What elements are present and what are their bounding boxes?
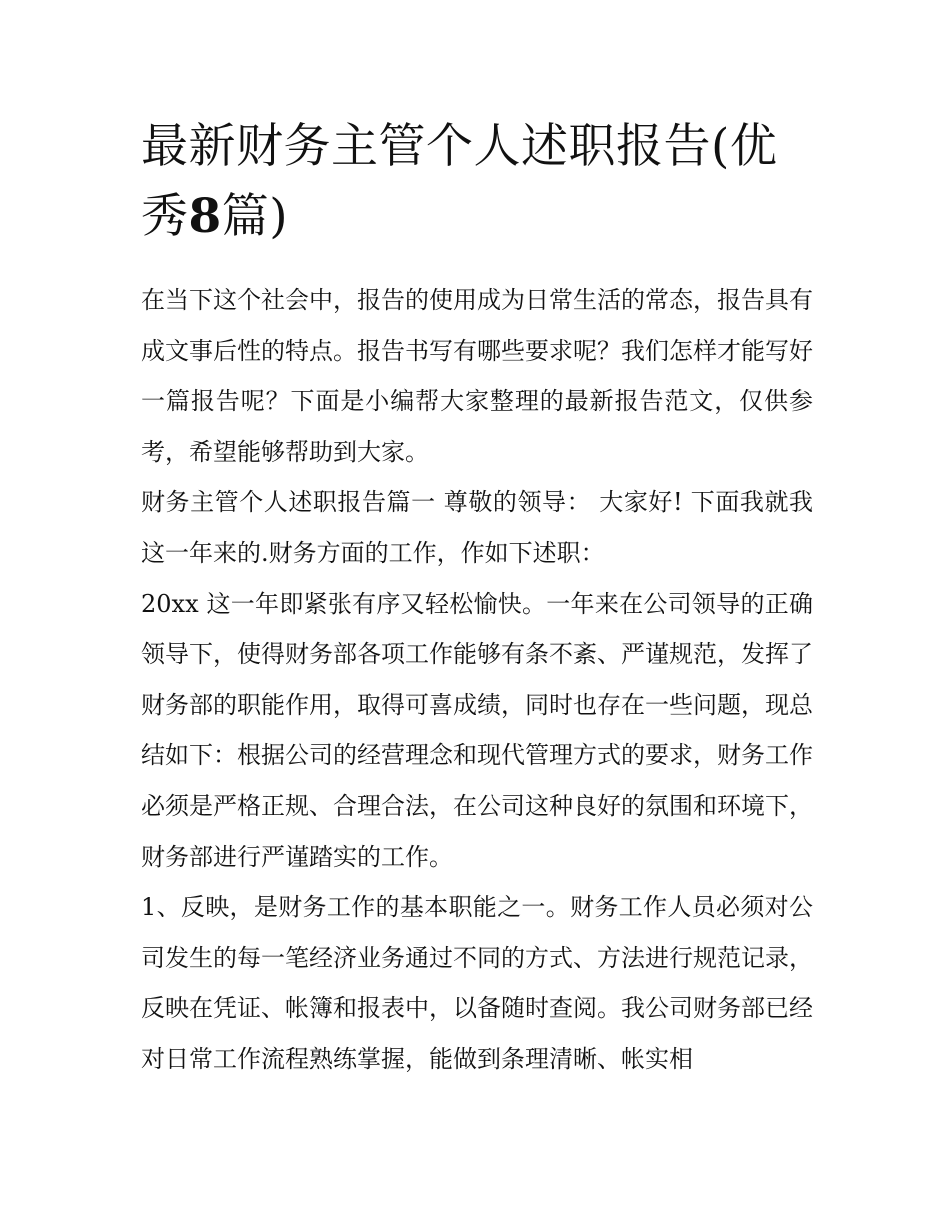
title-text-end: 篇) <box>221 189 289 244</box>
greeting-paragraph: 财务主管个人述职报告篇一 尊敬的领导： 大家好! 下面我就我这一年来的.财务方面的工作，作如下述职： <box>141 488 813 567</box>
intro-paragraph: 在当下这个社会中，报告的使用成为日常生活的常态，报告具有成文事后性的特点。报告书写有哪些要求呢？我们怎样才能写好一篇报告呢？下面是小编帮大家整理的最新报告范文，仅供参考，希望能够帮助到大家。 <box>141 286 813 466</box>
summary-paragraph: 20xx 这一年即紧张有序又轻松愉快。一年来在公司领导的正确领导下，使得财务部各项工作能够有条不紊、严谨规范，发挥了财务部的职能作用，取得可喜成绩，同时也存在一些问题，现总结如下：根据公司的经营理念和现代管理方式的要求，财务工作必须是严格正规、合理合法，在公司这种良好的氛围和环境下，财务部进行严谨踏实的工作。 <box>141 589 813 871</box>
section-1-paragraph: 1、反映，是财务工作的基本职能之一。财务工作人员必须对公司发生的每一笔经济业务通过不同的方式、方法进行规范记录，反映在凭证、帐簿和报表中，以备随时查阅。我公司财务部已经对日常工作流程熟练掌握，能做到条理清晰、帐实相 <box>141 893 813 1073</box>
title-number: 8 <box>188 189 222 244</box>
title-text-start: 最新财务主管个人述职报告(优秀 <box>141 119 778 244</box>
document-body <box>141 275 813 1085</box>
document-title <box>141 112 813 252</box>
document-content <box>141 112 813 1085</box>
